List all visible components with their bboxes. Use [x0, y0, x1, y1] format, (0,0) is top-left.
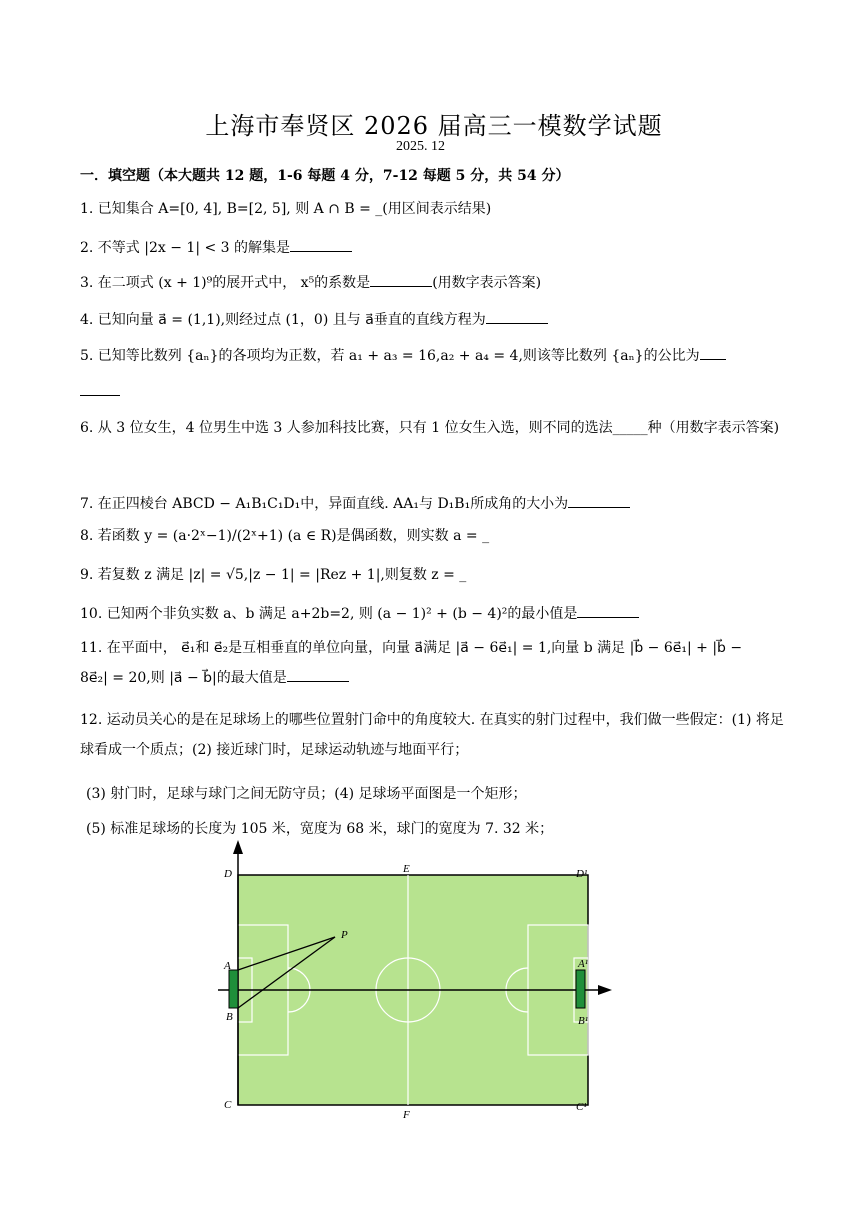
answer-blank-continued — [80, 381, 120, 396]
label-A: A — [224, 960, 231, 972]
label-B: B — [226, 1011, 233, 1023]
answer-blank — [577, 603, 639, 618]
question-5 — [80, 345, 726, 366]
label-D: D — [224, 868, 232, 880]
page-title: 上海市奉贤区 2026 届高三一模数学试题 — [205, 112, 663, 140]
question-7 — [80, 493, 630, 514]
question-2 — [80, 237, 352, 258]
label-F: F — [403, 1109, 410, 1120]
label-P: P — [341, 929, 348, 941]
label-C1: C¹ — [576, 1101, 587, 1113]
label-D1: D¹ — [576, 868, 588, 880]
question-4-text: 4. 已知向量 a⃗ = (1,1),则经过点 (1，0) 且与 a⃗垂直的直线方程为 — [80, 312, 486, 328]
question-11-text: 11. 在平面中， e⃗₁和 e⃗₂是互相垂直的单位向量，向量 a⃗满足 |a⃗ − 6e⃗₁| = 1,向量 b 满足 |b⃗ − 6e⃗₁| + |b⃗ − 8e⃗₂| = 20,则 |a⃗ − b⃗|的最大值是 — [80, 640, 743, 686]
question-4 — [80, 309, 548, 330]
question-7-text: 7. 在正四棱台 ABCD − A₁B₁C₁D₁中，异面直线. AA₁与 D₁B₁所成角的大小为 — [80, 496, 569, 512]
answer-blank — [700, 345, 726, 360]
section-heading: 一．填空题（本大题共 12 题，1-6 每题 4 分，7-12 每题 5 分，共 54 分） — [80, 168, 570, 184]
question-1: 1. 已知集合 A=[0, 4], B=[2, 5], 则 A ∩ B = _(用区间表示结果) — [80, 201, 492, 217]
question-10-text: 10. 已知两个非负实数 a、b 满足 a+2b=2, 则 (a − 1)² + (b − 4)²的最小值是 — [80, 606, 578, 622]
answer-blank — [486, 309, 548, 324]
exam-date: 2025. 12 — [396, 139, 445, 154]
answer-blank — [568, 493, 630, 508]
question-2-text: 2. 不等式 |2x − 1| < 3 的解集是 — [80, 240, 291, 256]
y-axis-arrow — [233, 840, 243, 854]
label-C: C — [224, 1099, 232, 1111]
question-9: 9. 若复数 z 满足 |z| = √5,|z − 1| = |Rez + 1|,则复数 z = _ — [80, 567, 467, 583]
x-axis-arrow — [598, 985, 612, 995]
question-3-tail: (用数字表示答案) — [432, 275, 542, 291]
answer-blank — [370, 272, 432, 287]
label-E: E — [403, 863, 410, 875]
left-goal — [229, 970, 238, 1008]
question-11 — [80, 633, 760, 693]
question-12-assumption-3: (3) 射门时，足球与球门之间无防守员；(4) 足球场平面图是一个矩形； — [86, 786, 527, 802]
question-10 — [80, 603, 639, 624]
answer-blank — [290, 237, 352, 252]
question-3-text: 3. 在二项式 (x + 1)⁹的展开式中， x⁵的系数是 — [80, 275, 371, 291]
question-6: 6. 从 3 位女生，4 位男生中选 3 人参加科技比赛，只有 1 位女生入选，则不同的选法_____种（用数字表示答案) — [80, 420, 780, 436]
label-A1: A¹ — [578, 958, 589, 970]
question-12-assumption-5: (5) 标准足球场的长度为 105 米，宽度为 68 米，球门的宽度为 7. 32 米； — [86, 821, 554, 837]
right-goal — [576, 970, 585, 1008]
soccer-field-diagram — [210, 840, 620, 1120]
question-5-text: 5. 已知等比数列 {aₙ}的各项均为正数，若 a₁ + a₃ = 16,a₂ + a₄ = 4,则该等比数列 {aₙ}的公比为 — [80, 348, 700, 364]
question-3 — [80, 272, 541, 293]
answer-blank — [287, 667, 349, 682]
question-12: 12. 运动员关心的是在足球场上的哪些位置射门命中的角度较大. 在真实的射门过程中，我们做一些假定：(1) 将足球看成一个质点；(2) 接近球门时，足球运动轨迹与地面平行； — [80, 712, 784, 758]
label-B1: B¹ — [578, 1015, 589, 1027]
question-8: 8. 若函数 y = (a·2ˣ−1)/(2ˣ+1) (a ∈ R)是偶函数，则实数 a = _ — [80, 528, 490, 544]
